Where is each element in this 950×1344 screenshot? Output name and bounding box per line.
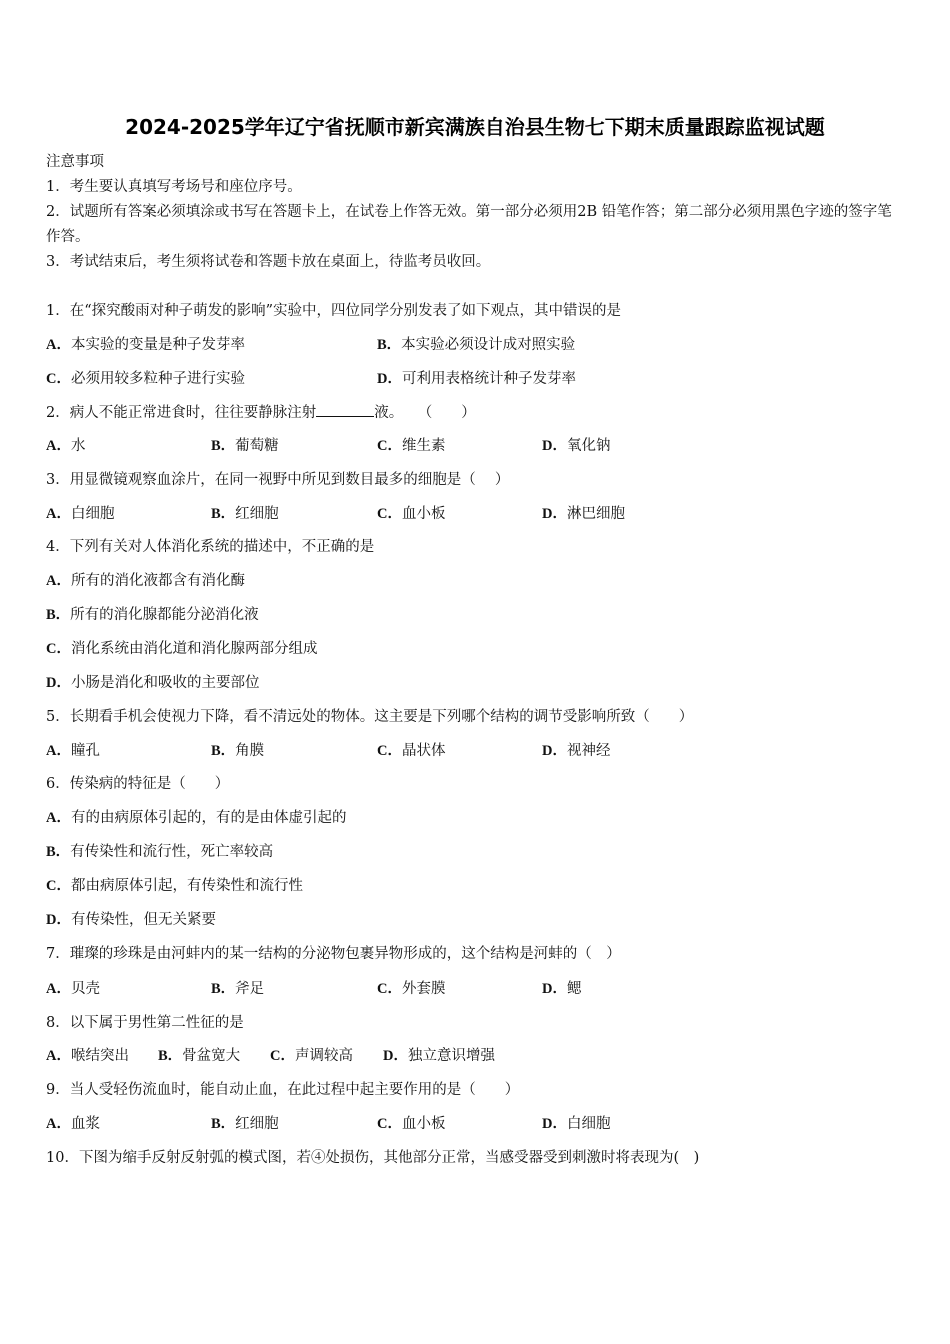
question-2-stem: 2．病人不能正常进食时，往往要静脉注射 液。 （ ） — [46, 402, 476, 423]
question-9-stem: 9．当人受轻伤流血时，能自动止血，在此过程中起主要作用的是（ ） — [46, 1082, 520, 1098]
option-b: B．角膜 — [211, 743, 265, 759]
question-6-stem: 6．传染病的特征是（ ） — [46, 776, 230, 792]
option-a: A．瞳孔 — [46, 743, 100, 759]
option-c: C．必须用较多粒种子进行实验 — [46, 371, 245, 387]
option-c: C．都由病原体引起，有传染性和流行性 — [46, 878, 303, 894]
option-b: B．有传染性和流行性，死亡率较高 — [46, 844, 274, 860]
notes-section — [46, 150, 906, 275]
option-a: A．喉结突出 — [46, 1048, 129, 1064]
option-d: D．有传染性，但无关紧要 — [46, 912, 216, 928]
notes-item: 2．试题所有答案必须填涂或书写在答题卡上，在试卷上作答无效。第一部分必须用2B 铅笔作答；第二部分必须用黑色字迹的签字笔作答。 — [46, 204, 892, 245]
option-c: C．声调较高 — [270, 1048, 353, 1064]
question-1-stem: 1．在“探究酸雨对种子萌发的影响”实验中，四位同学分别发表了如下观点，其中错误的是 — [46, 303, 622, 319]
option-b: B．红细胞 — [211, 1116, 279, 1132]
option-c: C．消化系统由消化道和消化腺两部分组成 — [46, 641, 318, 657]
option-d: D．独立意识增强 — [383, 1048, 495, 1064]
option-b: B．红细胞 — [211, 506, 279, 522]
notes-item: 3．考试结束后，考生须将试卷和答题卡放在桌面上，待监考员收回。 — [46, 254, 491, 270]
option-b: B．所有的消化腺都能分泌消化液 — [46, 607, 259, 623]
option-a: A．所有的消化液都含有消化酶 — [46, 573, 245, 589]
notes-heading: 注意事项 — [46, 154, 104, 170]
option-a: A．血浆 — [46, 1116, 100, 1132]
option-b: B．本实验必须设计成对照实验 — [377, 337, 576, 353]
question-7-stem: 7．璀璨的珍珠是由河蚌内的某一结构的分泌物包裹异物形成的，这个结构是河蚌的（ ） — [46, 946, 621, 962]
option-a: A．本实验的变量是种子发芽率 — [46, 337, 245, 353]
question-5-stem: 5．长期看手机会使视力下降，看不清远处的物体。这主要是下列哪个结构的调节受影响所致（ ） — [46, 709, 694, 725]
question-8-stem: 8．以下属于男性第二性征的是 — [46, 1015, 244, 1031]
option-d: D．氧化钠 — [542, 438, 611, 454]
option-c: C．血小板 — [377, 506, 446, 522]
option-c: C．维生素 — [377, 438, 446, 454]
option-b: B．斧足 — [211, 981, 265, 997]
option-a: A．有的由病原体引起的，有的是由体虚引起的 — [46, 810, 347, 826]
option-d: D．可利用表格统计种子发芽率 — [377, 371, 576, 387]
page-title: 2024-2025学年辽宁省抚顺市新宾满族自治县生物七下期末质量跟踪监视试题 — [125, 115, 825, 139]
answer-blank — [316, 402, 374, 417]
option-c: C．晶状体 — [377, 743, 446, 759]
option-d: D．小肠是消化和吸收的主要部位 — [46, 675, 260, 691]
option-d: D．鳃 — [542, 981, 582, 997]
option-b: B．骨盆宽大 — [158, 1048, 241, 1064]
option-d: D．淋巴细胞 — [542, 506, 625, 522]
question-4-stem: 4．下列有关对人体消化系统的描述中，不正确的是 — [46, 539, 375, 555]
option-d: D．白细胞 — [542, 1116, 611, 1132]
option-a: A．贝壳 — [46, 981, 100, 997]
option-c: C．外套膜 — [377, 981, 446, 997]
option-a: A．白细胞 — [46, 506, 115, 522]
notes-item: 1．考生要认真填写考场号和座位序号。 — [46, 179, 302, 195]
option-c: C．血小板 — [377, 1116, 446, 1132]
option-a: A．水 — [46, 438, 86, 454]
option-d: D．视神经 — [542, 743, 611, 759]
question-3-stem: 3．用显微镜观察血涂片，在同一视野中所见到数目最多的细胞是（ ） — [46, 472, 510, 488]
question-10-stem: 10．下图为缩手反射反射弧的模式图，若④处损伤，其他部分正常，当感受器受到刺激时将表现为( ) — [46, 1150, 700, 1166]
option-b: B．葡萄糖 — [211, 438, 279, 454]
